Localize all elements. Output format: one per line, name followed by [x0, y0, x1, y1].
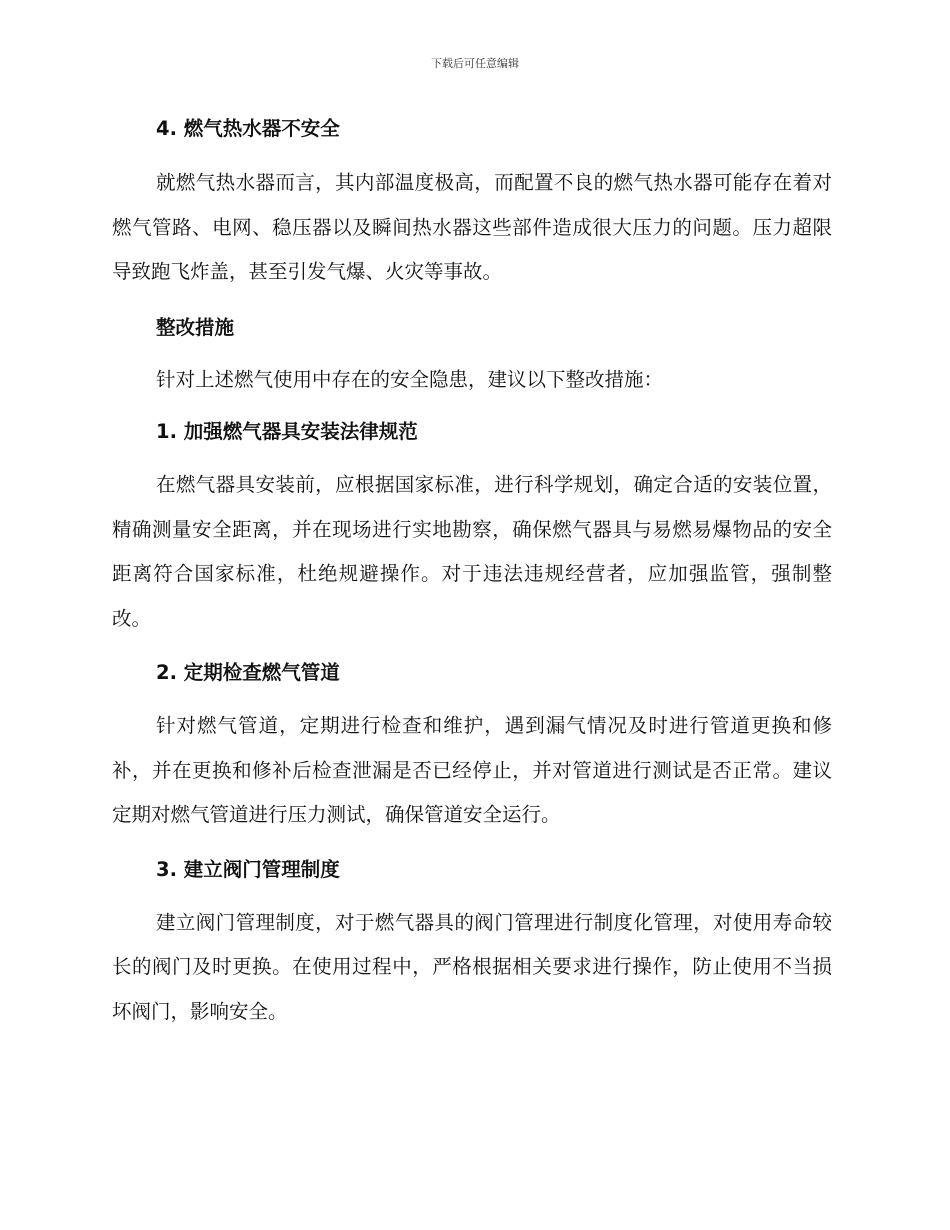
- section-heading-rectification: 整改措施: [156, 315, 235, 339]
- section-heading-valve-management: 3. 建立阀门管理制度: [156, 857, 340, 881]
- section-paragraph-installation-regulation: 在燃气器具安装前，应根据国家标准，进行科学规划，确定合适的安装位置，精确测量安全距离，并在现场进行实地勘察，确保燃气器具与易燃易爆物品的安全距离符合国家标准，杜绝规避操作。对于违法违规经营者，应加强监管，强制整改。: [112, 473, 832, 630]
- section-heading-pipeline-inspection: 2. 定期检查燃气管道: [156, 661, 340, 684]
- section-paragraph-valve-management: 建立阀门管理制度，对于燃气器具的阀门管理进行制度化管理，对使用寿命较长的阀门及时更换。在使用过程中，严格根据相关要求进行操作，防止使用不当损坏阀门，影响安全。: [112, 910, 832, 1023]
- header-note: 下载后可任意编辑: [431, 57, 519, 70]
- section-heading-installation-regulation: 1. 加强燃气器具安装法律规范: [156, 420, 418, 443]
- document-body: [112, 112, 832, 1034]
- section-paragraph-rectification: 针对上述燃气使用中存在的安全隐患，建议以下整改措施：: [156, 367, 664, 391]
- section-paragraph-gas-water-heater: 就燃气热水器而言，其内部温度极高，而配置不良的燃气热水器可能存在着对燃气管路、电网、稳压器以及瞬间热水器这些部件造成很大压力的问题。压力超限导致跑飞炸盖，甚至引发气爆、火灾等事故。: [112, 171, 832, 283]
- section-paragraph-pipeline-inspection: 针对燃气管道，定期进行检查和维护，遇到漏气情况及时进行管道更换和修补，并在更换和修补后检查泄漏是否已经停止，并对管道进行测试是否正常。建议定期对燃气管道进行压力测试，确保管道安全运行。: [112, 714, 832, 826]
- section-heading-gas-water-heater: 4. 燃气热水器不安全: [156, 117, 340, 140]
